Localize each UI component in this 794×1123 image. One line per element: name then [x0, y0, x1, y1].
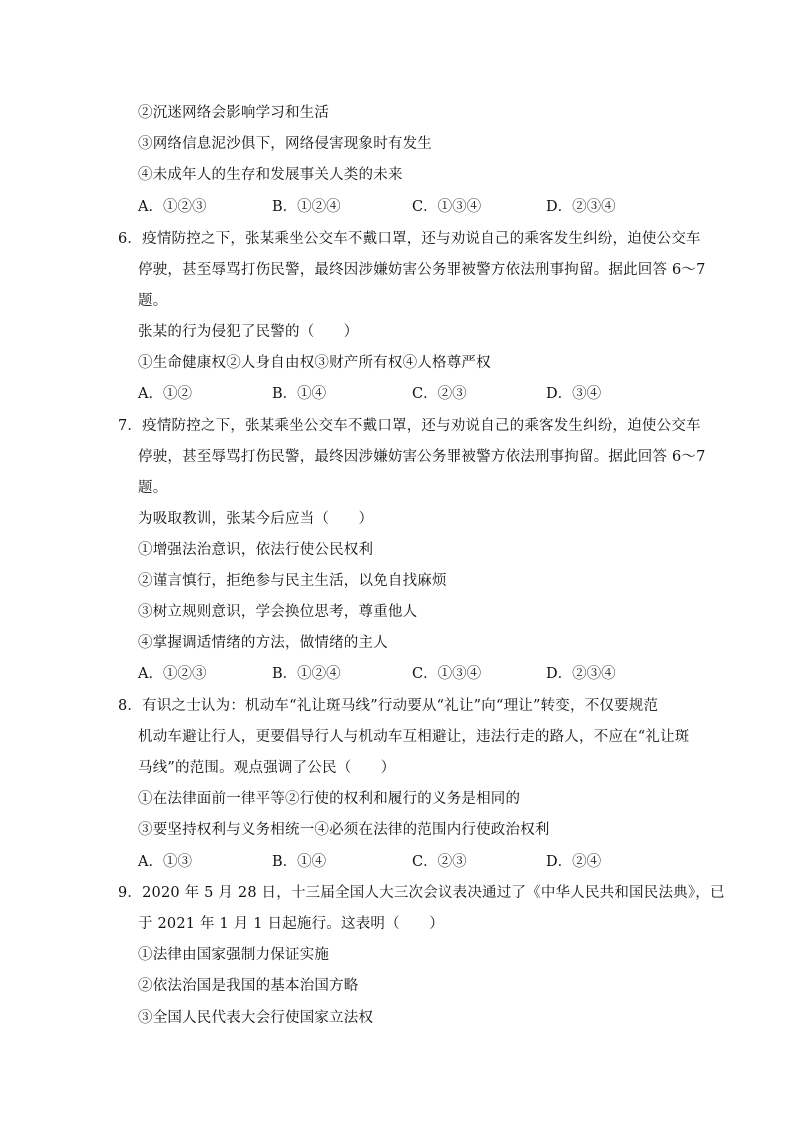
q9-option-1: ①法律由国家强制力保证实施 [138, 947, 330, 963]
q8-options-line-1: ①在法律面前一律平等②行使的权利和履行的义务是相同的 [138, 791, 521, 807]
q7-option-4: ④掌握调适情绪的方法，做情绪的主人 [138, 635, 388, 651]
q5-choice-a[interactable]: A．①②③ [138, 199, 207, 215]
q5-choice-c[interactable]: C．①③④ [412, 199, 482, 215]
q8-choice-c[interactable]: C．②③ [412, 854, 467, 870]
q6-choice-c[interactable]: C．②③ [412, 386, 467, 402]
q6-choice-a[interactable]: A．①② [138, 386, 192, 402]
q8-choices [0, 852, 794, 872]
q7-stem-line-1: 7．疫情防控之下，张某乘坐公交车不戴口罩，还与劝说自己的乘客发生纠纷，迫使公交车 [118, 418, 701, 434]
q5-choice-d[interactable]: D．②③④ [546, 199, 616, 215]
q9-stem-line-2: 于 2021 年 1 月 1 日起施行。这表明（ ） [138, 916, 444, 932]
q7-stem-line-2: 停驶，甚至辱骂打伤民警，最终因涉嫌妨害公务罪被警方依法刑事拘留。据此回答 6～7 [138, 449, 706, 465]
q7-choice-c[interactable]: C．①③④ [412, 666, 482, 682]
q5-choice-b[interactable]: B．①②④ [272, 199, 341, 215]
q9-stem-line-1: 9．2020 年 5 月 28 日，十三届全国人大三次会议表决通过了《中华人民共和国民法典》，已 [118, 885, 725, 901]
q8-stem-line-3: 马线”的范围。观点强调了公民（ ） [138, 760, 396, 776]
q7-choice-d[interactable]: D．②③④ [546, 666, 616, 682]
q6-options: ①生命健康权②人身自由权③财产所有权④人格尊严权 [138, 355, 491, 371]
q7-choices [0, 664, 794, 684]
q7-option-1: ①增强法治意识，依法行使公民权利 [138, 542, 374, 558]
q9-option-2: ②依法治国是我国的基本治国方略 [138, 978, 359, 994]
q8-options-line-2: ③要坚持权利与义务相统一④必须在法律的范围内行使政治权利 [138, 822, 550, 838]
q7-option-2: ②谨言慎行，拒绝参与民主生活，以免自找麻烦 [138, 573, 447, 589]
q6-choices [0, 384, 794, 404]
q8-choice-b[interactable]: B．①④ [272, 854, 327, 870]
q9-option-3: ③全国人民代表大会行使国家立法权 [138, 1010, 374, 1026]
q8-stem-line-2: 机动车避让行人，更要倡导行人与机动车互相避让，违法行走的路人，不应在“礼让斑 [138, 729, 690, 745]
q6-choice-b[interactable]: B．①④ [272, 386, 327, 402]
q5-choices [0, 197, 794, 217]
q6-stem-line-3: 题。 [138, 293, 168, 309]
q6-question: 张某的行为侵犯了民警的（ ） [138, 324, 359, 340]
q5-option-2: ②沉迷网络会影响学习和生活 [138, 105, 330, 121]
q5-option-4: ④未成年人的生存和发展事关人类的未来 [138, 167, 403, 183]
q5-option-3: ③网络信息泥沙俱下，网络侵害现象时有发生 [138, 136, 432, 152]
q7-option-3: ③树立规则意识，学会换位思考，尊重他人 [138, 604, 418, 620]
q8-stem-line-1: 8．有识之士认为：机动车“礼让斑马线”行动要从“礼让”向“理让”转变，不仅要规范 [118, 698, 659, 714]
q6-stem-line-1: 6．疫情防控之下，张某乘坐公交车不戴口罩，还与劝说自己的乘客发生纠纷，迫使公交车 [118, 231, 701, 247]
q6-stem-line-2: 停驶，甚至辱骂打伤民警，最终因涉嫌妨害公务罪被警方依法刑事拘留。据此回答 6～7 [138, 262, 706, 278]
q7-question: 为吸取教训，张某今后应当（ ） [138, 511, 374, 527]
q6-choice-d[interactable]: D．③④ [546, 386, 602, 402]
q7-choice-a[interactable]: A．①②③ [138, 666, 207, 682]
q8-choice-a[interactable]: A．①③ [138, 854, 192, 870]
q8-choice-d[interactable]: D．②④ [546, 854, 602, 870]
q7-choice-b[interactable]: B．①②④ [272, 666, 341, 682]
q7-stem-line-3: 题。 [138, 480, 168, 496]
